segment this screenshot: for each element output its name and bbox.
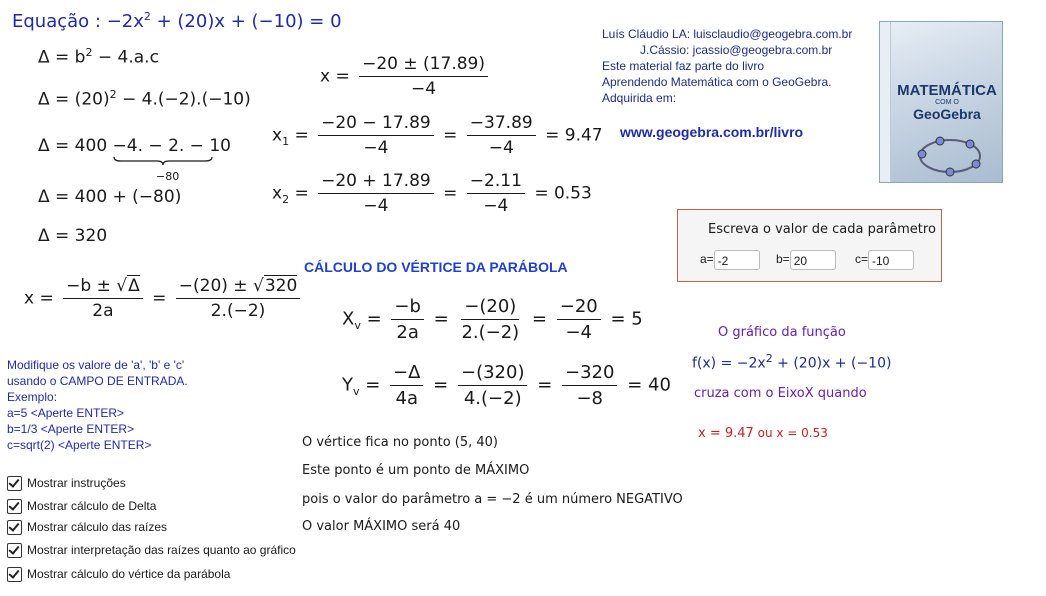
sub: 2	[282, 192, 290, 206]
param-b-label: b=	[776, 252, 790, 267]
text: =	[289, 125, 309, 146]
param-c-label: c=	[855, 252, 869, 267]
param-b-input[interactable]: 20	[790, 250, 836, 270]
book-cover-image	[879, 21, 1003, 183]
numerator: −37.89	[467, 113, 536, 136]
param-a-label: a=	[700, 252, 714, 267]
sup: 2	[143, 10, 151, 23]
delta-line-2	[38, 88, 251, 110]
denominator: 4a	[395, 388, 418, 409]
text: + (20)x + (−10)	[772, 355, 892, 372]
equation-expr-b: + (20)x + (−10) = 0	[150, 11, 342, 32]
checkbox-show-roots[interactable]	[7, 520, 167, 535]
result: = 5	[610, 308, 643, 330]
credit-line: Este material faz parte do livro	[602, 59, 765, 73]
credits	[602, 26, 852, 106]
fraction	[318, 113, 434, 158]
credit-line: Adquirida em:	[602, 91, 677, 105]
fraction	[318, 171, 434, 216]
graph-info-3: cruza com o EixoX quando	[694, 386, 867, 401]
result: = 9.47	[545, 125, 603, 146]
checkbox-label: Mostrar cálculo de Delta	[27, 499, 157, 513]
sup: 2	[765, 352, 773, 365]
numerator: −20	[557, 296, 601, 320]
checkbox-label: Mostrar interpretação das raízes quanto ao gráfico	[27, 543, 296, 557]
credit-line: Luís Cláudio LA: luisclaudio@geogebra.com.br	[602, 27, 853, 41]
text: − 4.a.c	[92, 47, 159, 68]
text: x =	[320, 66, 350, 87]
numerator: −20 − 17.89	[318, 113, 434, 136]
underbrace	[113, 136, 231, 156]
vertex-text-2: Este ponto é um ponto de MÁXIMO	[302, 463, 530, 478]
denominator: 2a	[92, 301, 114, 321]
sub: v	[353, 385, 360, 399]
text: Δ = b	[38, 47, 86, 68]
numerator: −(20) ± √320	[176, 276, 301, 299]
fraction	[390, 362, 423, 409]
text: Y	[342, 374, 353, 396]
checkbox-label: Mostrar instruções	[27, 476, 126, 490]
numerator: −b	[391, 296, 424, 320]
text: −(20) ±	[178, 276, 253, 296]
credit-line: Aprendendo Matemática com o GeoGebra.	[602, 75, 832, 89]
instruction-line: Exemplo:	[7, 390, 58, 404]
graph-info-2	[692, 352, 891, 372]
sub: 1	[282, 134, 290, 148]
text: x	[272, 183, 283, 204]
text: ou x = 0.53	[753, 426, 828, 440]
fraction	[557, 296, 601, 343]
denominator: −8	[576, 388, 603, 409]
text: X	[342, 308, 355, 330]
param-a-input[interactable]: -2	[714, 250, 760, 270]
numerator: −20 ± (17.89)	[359, 54, 488, 77]
checkbox-show-delta[interactable]	[7, 499, 156, 514]
numerator: −320	[562, 362, 617, 386]
delta-line-1	[38, 46, 159, 68]
vertex-xv: $X_v$ = $\frac{-b}{2a}$ = $\frac{-(20)}{2.(-2)}$ = $\frac{-20}{-4}$ = 5	[342, 296, 643, 343]
equation-title	[12, 10, 342, 32]
fraction	[458, 362, 527, 409]
vertex-text-3: pois o valor do parâmetro a = −2 é um número NEGATIVO	[302, 492, 683, 507]
text: Δ = 400	[38, 136, 113, 156]
credit-line: J.Cássio: jcassio@geogebra.com.br	[640, 43, 833, 57]
sqrt-content: Δ	[128, 276, 140, 296]
fraction	[458, 296, 522, 343]
denominator: 2a	[396, 322, 419, 343]
instruction-line: usando o CAMPO DE ENTRADA.	[7, 374, 188, 388]
parameters-box	[677, 209, 942, 282]
denominator: −4	[363, 138, 389, 158]
instruction-line: c=sqrt(2) <Aperte ENTER>	[7, 438, 152, 452]
checkbox-icon[interactable]	[7, 499, 22, 514]
numerator: −Δ	[390, 362, 423, 386]
root-x2: $x_2$ = $\frac{-20 + 17.89}{-4}$ = $\frac{-2.11}{-4}$ = 0.53	[272, 171, 592, 216]
graph-info-4	[698, 426, 828, 441]
text: =	[289, 183, 309, 204]
fraction	[562, 362, 617, 409]
vertex-title: CÁLCULO DO VÉRTICE DA PARÁBOLA	[304, 259, 568, 275]
result: = 40	[627, 374, 671, 396]
vertex-yv: $Y_v$ = $\frac{-\Delta}{4a}$ = $\frac{-(320)}{4.(-2)}$ = $\frac{-320}{-8}$ = 40	[342, 362, 671, 409]
checkbox-show-vertex[interactable]	[7, 567, 230, 582]
param-a-group	[700, 250, 760, 270]
book-link[interactable]: www.geogebra.com.br/livro	[620, 124, 804, 140]
fraction	[63, 276, 143, 321]
book-spine	[880, 22, 891, 182]
instruction-line: b=1/3 <Aperte ENTER>	[7, 422, 135, 436]
numerator: −20 + 17.89	[318, 171, 434, 194]
denominator: 4.(−2)	[463, 388, 522, 409]
equation-expr-a: −2x	[106, 11, 144, 32]
sup: 2	[85, 46, 93, 59]
checkbox-icon[interactable]	[7, 567, 22, 582]
result: = 0.53	[534, 183, 592, 204]
sqrt-content: 320	[264, 276, 298, 296]
text: − 4.(−2).(−10)	[116, 89, 251, 110]
text: Δ = (20)	[38, 89, 110, 110]
fraction	[467, 171, 525, 216]
numerator: −b ± √Δ	[63, 276, 143, 299]
parameters-title: Escreva o valor de cada parâmetro	[708, 222, 936, 237]
geogebra-logo-icon	[910, 132, 990, 177]
instruction-line: Modifique os valore de 'a', 'b' e 'c'	[7, 358, 185, 372]
delta-line-3	[38, 136, 231, 156]
graph-info-1: O gráfico da função	[718, 325, 846, 340]
numerator: −(20)	[461, 296, 519, 320]
sub: v	[354, 319, 361, 333]
delta-line-4: Δ = 400 + (−80)	[38, 187, 182, 207]
book-title	[892, 82, 1002, 122]
checkbox-icon[interactable]	[7, 520, 22, 535]
book-title-2: COM O	[935, 99, 959, 106]
brace-icon	[113, 156, 213, 166]
instruction-line: a=5 <Aperte ENTER>	[7, 406, 125, 420]
root-general	[320, 54, 492, 99]
checkbox-show-instructions[interactable]	[7, 476, 126, 491]
checkbox-icon[interactable]	[7, 476, 22, 491]
text: −4. − 2. − 10	[112, 136, 231, 156]
param-c-input[interactable]: -10	[868, 250, 914, 270]
bhaskara-formula: x = $\frac{-b \pm √\Delta}{2a}$ = $\frac{-(20) \pm √320}{2.(-2)}$	[24, 276, 304, 321]
vertex-text-1: O vértice fica no ponto (5, 40)	[302, 435, 498, 450]
book-title-3: GeoGebra	[913, 106, 981, 122]
checkbox-show-graph-interpretation[interactable]	[7, 543, 296, 558]
text: −b ±	[66, 276, 117, 296]
checkbox-icon[interactable]	[7, 543, 22, 558]
fraction	[176, 276, 301, 321]
denominator: 2.(−2)	[461, 322, 520, 343]
checkbox-label: Mostrar cálculo das raízes	[27, 520, 168, 534]
root-x1: $x_1$ = $\frac{-20 - 17.89}{-4}$ = $\frac{-37.89}{-4}$ = 9.47	[272, 113, 603, 158]
numerator: −2.11	[467, 171, 525, 194]
numerator: −(320)	[458, 362, 527, 386]
instructions	[7, 357, 188, 453]
param-b-group	[776, 250, 836, 270]
text: x =	[24, 288, 54, 309]
denominator: −4	[411, 79, 437, 99]
fraction	[359, 54, 488, 99]
delta-line-5: Δ = 320	[38, 226, 108, 246]
fraction	[467, 113, 536, 158]
text: x = 9.47	[698, 426, 754, 441]
text: f(x) = −2x	[692, 355, 766, 372]
book-title-1: MATEMÁTICA	[897, 82, 997, 99]
checkbox-label: Mostrar cálculo do vértice da parábola	[27, 567, 231, 581]
denominator: −4	[363, 196, 389, 216]
denominator: 2.(−2)	[210, 301, 266, 321]
equation-prefix: Equação :	[12, 11, 107, 32]
denominator: −4	[488, 138, 514, 158]
denominator: −4	[483, 196, 509, 216]
vertex-text-4: O valor MÁXIMO será 40	[302, 519, 461, 534]
denominator: −4	[565, 322, 592, 343]
brace-label: −80	[156, 170, 180, 183]
fraction	[391, 296, 424, 343]
text: x	[272, 125, 283, 146]
param-c-group	[855, 250, 914, 270]
sup: 2	[109, 88, 117, 101]
